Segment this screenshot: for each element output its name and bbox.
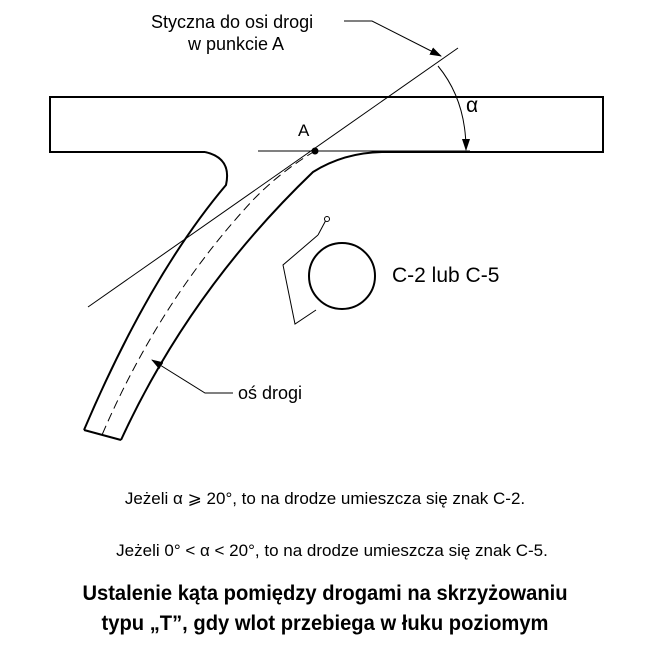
rule-c5: Jeżeli 0° < α < 20°, to na drodze umieszcza się znak C-5. [116, 541, 548, 560]
point-a-label: A [298, 121, 310, 140]
axis-label: oś drogi [238, 383, 303, 403]
sign-label: C-2 lub C-5 [392, 264, 500, 287]
tangent-label-line1: Styczna do osi drogi [151, 12, 314, 32]
point-a [312, 148, 319, 155]
angle-alpha-arc [438, 66, 466, 150]
tangent-label-line2: w punkcie A [188, 34, 285, 54]
rule-c2: Jeżeli α ⩾ 20°, to na drodze umieszcza się znak C-2. [124, 489, 526, 508]
angle-alpha-label: α [466, 94, 479, 117]
axis-label-leader [152, 360, 233, 393]
tangent-label-leader [344, 21, 441, 56]
sign-position-marker [283, 235, 318, 324]
main-road-outline [50, 97, 603, 152]
caption-line-2: typu „T”, gdy wlot przebiega w łuku poziomym [101, 612, 549, 635]
sign-position-point [325, 217, 330, 222]
caption-line-1: Ustalenie kąta pomiędzy drogami na skrzyżowaniu [82, 582, 568, 605]
sign-position-tick [318, 220, 326, 235]
sign-circle [309, 243, 375, 309]
entry-road-left-edge [84, 152, 227, 430]
entry-road-end [84, 430, 121, 440]
